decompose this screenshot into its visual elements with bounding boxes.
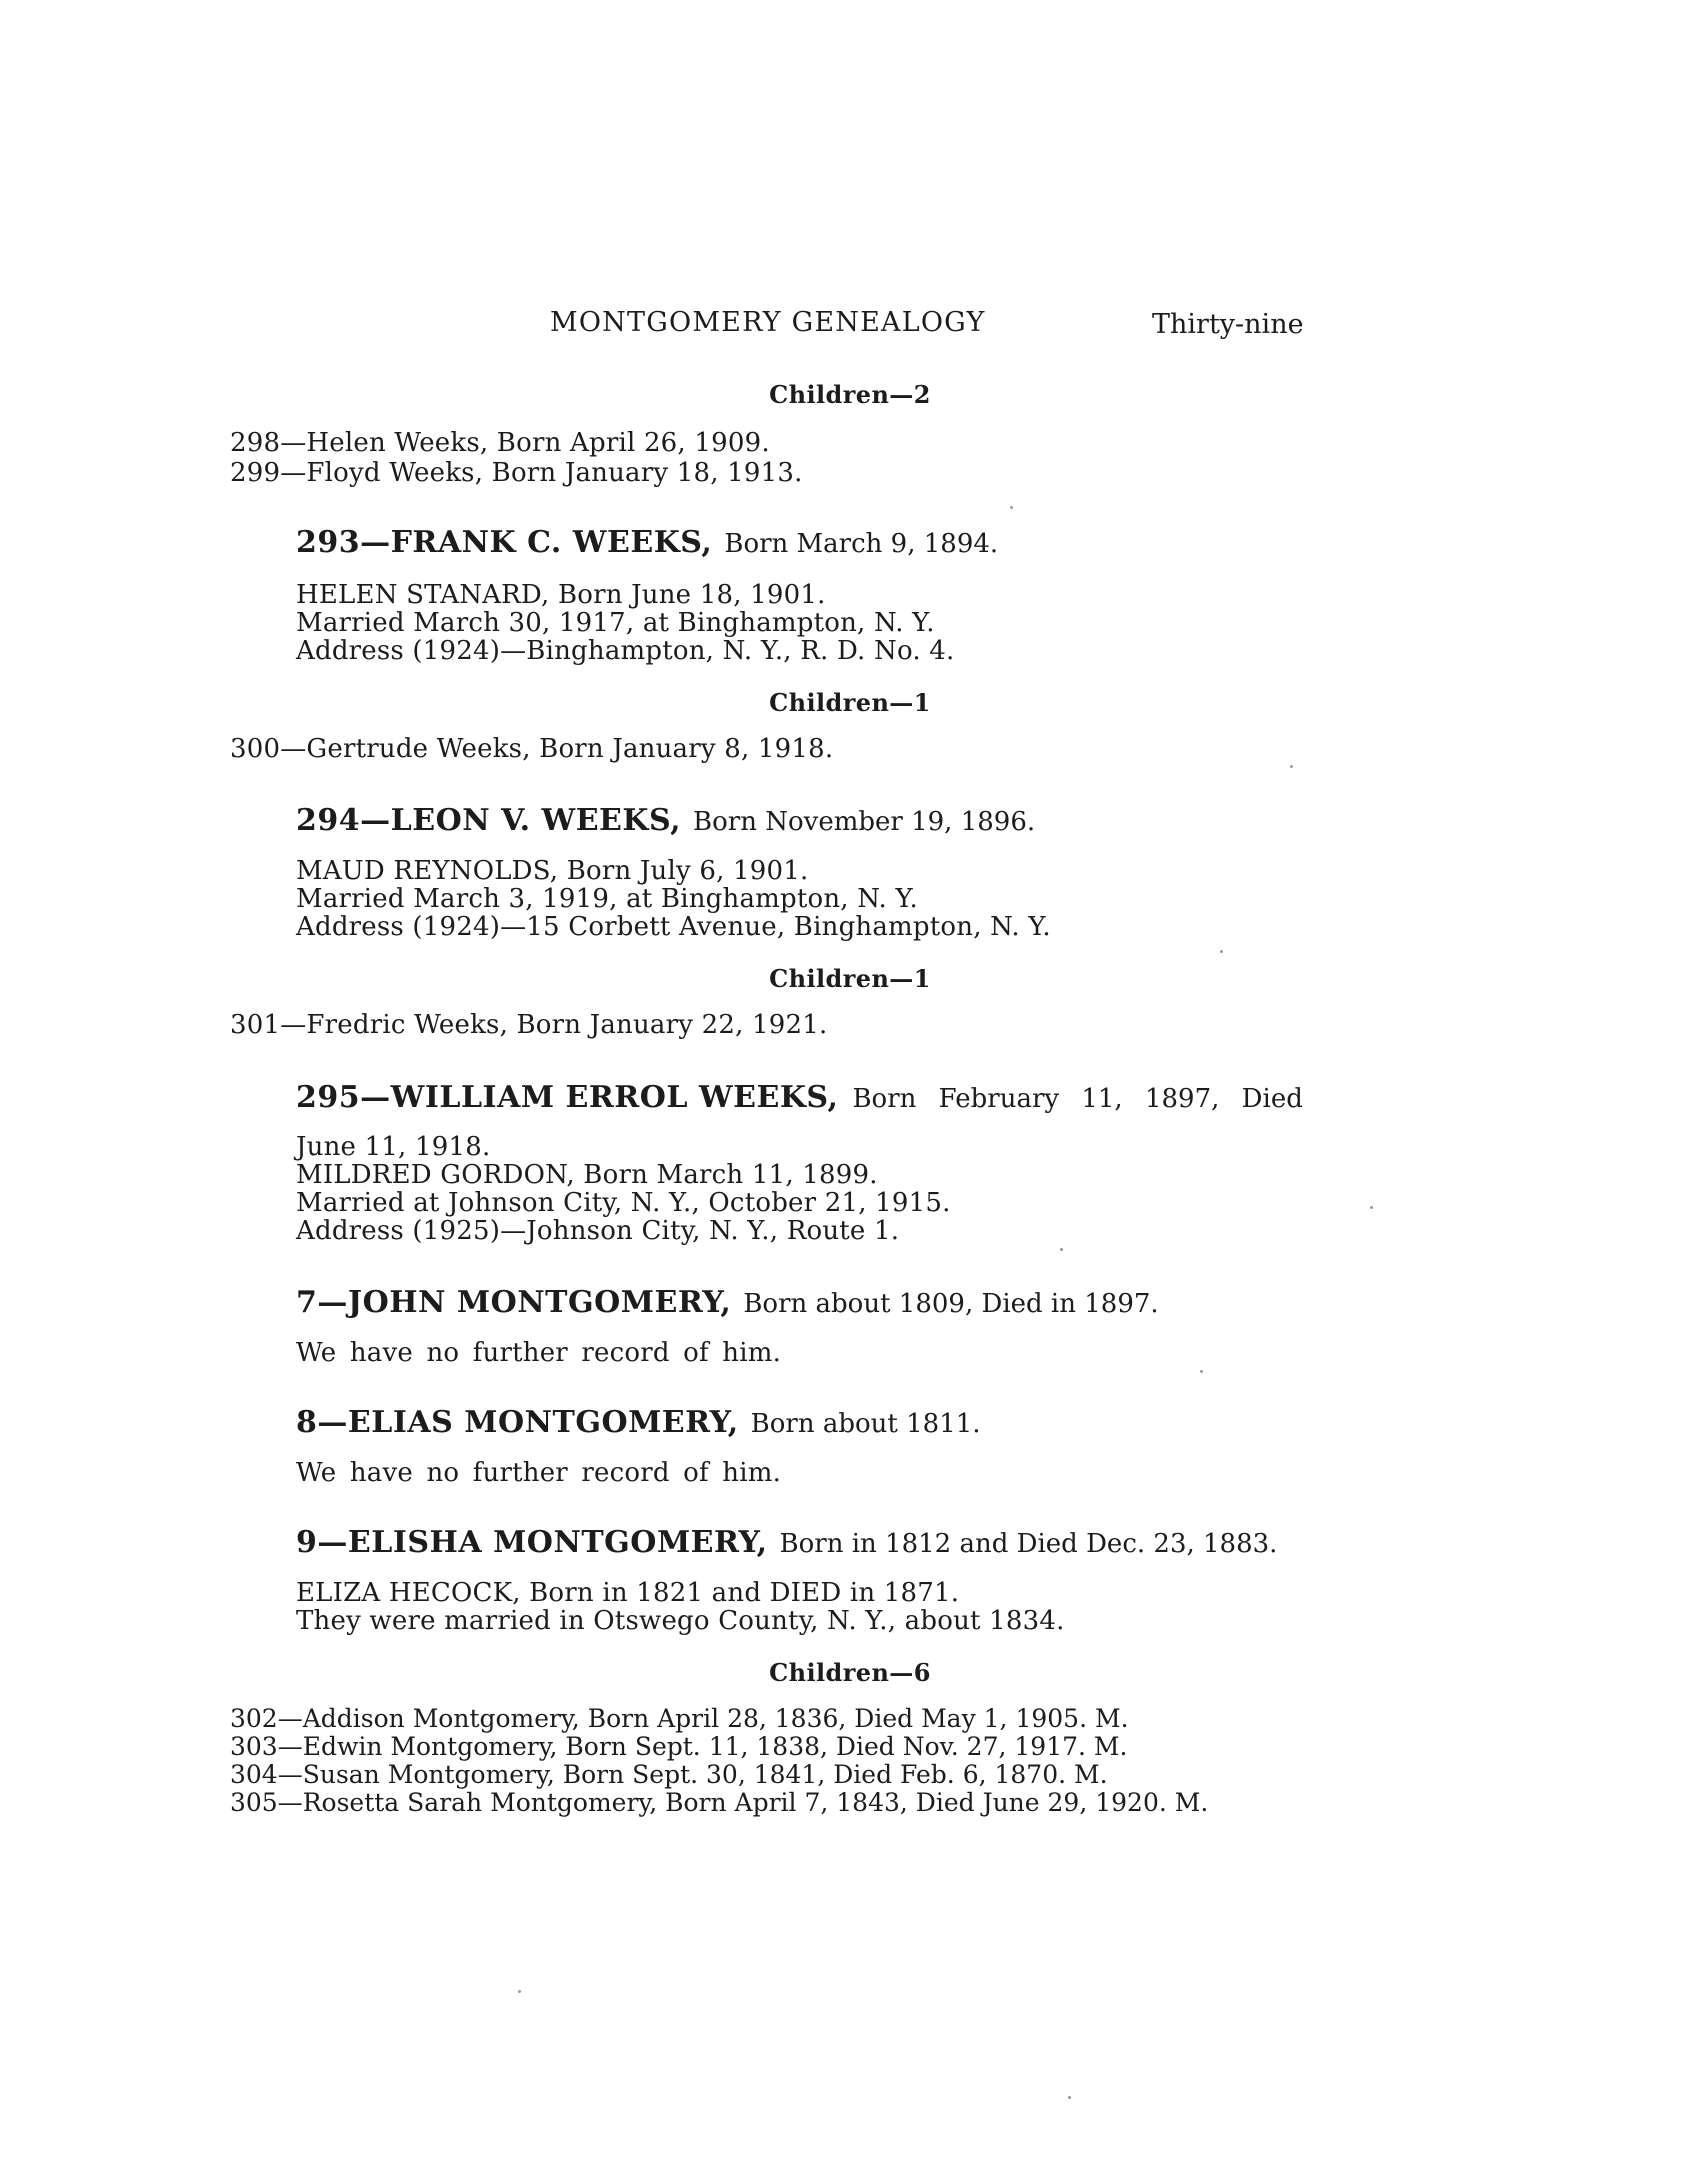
- child-entry: 301—Fredric Weeks, Born January 22, 1921.: [230, 1010, 828, 1040]
- detail-line: Married March 3, 1919, at Binghampton, N. Y.: [296, 884, 918, 914]
- entry-heading: [296, 1405, 981, 1440]
- detail-line: MAUD REYNOLDS, Born July 6, 1901.: [296, 856, 809, 886]
- detail-line: Address (1924)—Binghampton, N. Y., R. D. No. 4.: [296, 636, 955, 666]
- scan-speck: [1220, 950, 1223, 953]
- children-label: Children—1: [769, 964, 931, 993]
- children-label: Children—1: [769, 688, 931, 717]
- heading-name: 8—ELIAS MONTGOMERY,: [296, 1405, 739, 1440]
- running-title: MONTGOMERY GENEALOGY: [550, 307, 986, 338]
- entry-heading: [296, 525, 998, 560]
- child-entry: 298—Helen Weeks, Born April 26, 1909.: [230, 428, 770, 458]
- detail-line: Married March 30, 1917, at Binghampton, N. Y.: [296, 608, 935, 638]
- detail-line: They were married in Otswego County, N. Y., about 1834.: [296, 1606, 1065, 1636]
- heading-name: 9—ELISHA MONTGOMERY,: [296, 1525, 768, 1560]
- scan-speck: [1068, 2096, 1071, 2099]
- heading-name: 294—LEON V. WEEKS,: [296, 803, 682, 838]
- entry-heading: [296, 1525, 1277, 1560]
- detail-line: MILDRED GORDON, Born March 11, 1899.: [296, 1160, 878, 1190]
- children-label: Children—6: [769, 1658, 931, 1687]
- scan-speck: [1370, 1206, 1373, 1209]
- children-label: Children—2: [769, 380, 931, 409]
- heading-dates: Born March 9, 1894.: [724, 529, 999, 559]
- scan-speck: [518, 1990, 521, 1993]
- entry-heading: [296, 803, 1035, 838]
- detail-line: Address (1925)—Johnson City, N. Y., Route 1.: [296, 1216, 900, 1246]
- child-entry: 303—Edwin Montgomery, Born Sept. 11, 1838, Died Nov. 27, 1917. M.: [230, 1732, 1128, 1761]
- detail-line: Married at Johnson City, N. Y., October 21, 1915.: [296, 1188, 951, 1218]
- heading-name: 293—FRANK C. WEEKS,: [296, 525, 713, 560]
- entry-heading: [296, 1080, 1306, 1115]
- detail-line: Address (1924)—15 Corbett Avenue, Binghampton, N. Y.: [296, 912, 1051, 942]
- note-line: We have no further record of him.: [296, 1338, 782, 1368]
- heading-dates: Born in 1812 and Died Dec. 23, 1883.: [779, 1529, 1278, 1559]
- detail-line: HELEN STANARD, Born June 18, 1901.: [296, 580, 826, 610]
- child-entry: 305—Rosetta Sarah Montgomery, Born April 7, 1843, Died June 29, 1920. M.: [230, 1788, 1209, 1817]
- page-number: Thirty-nine: [1152, 309, 1304, 340]
- scan-speck: [1010, 506, 1013, 509]
- child-entry: 299—Floyd Weeks, Born January 18, 1913.: [230, 458, 803, 488]
- detail-line: ELIZA HECOCK, Born in 1821 and DIED in 1871.: [296, 1578, 960, 1608]
- scan-speck: [1200, 1370, 1203, 1373]
- heading-name: 7—JOHN MONTGOMERY,: [296, 1285, 732, 1320]
- detail-line: June 11, 1918.: [296, 1132, 491, 1162]
- heading-name: 295—WILLIAM ERROL WEEKS,: [296, 1080, 839, 1115]
- child-entry: 302—Addison Montgomery, Born April 28, 1836, Died May 1, 1905. M.: [230, 1704, 1129, 1733]
- note-line: We have no further record of him.: [296, 1458, 782, 1488]
- child-entry: 304—Susan Montgomery, Born Sept. 30, 1841, Died Feb. 6, 1870. M.: [230, 1760, 1108, 1789]
- heading-dates: Born about 1809, Died in 1897.: [743, 1289, 1159, 1319]
- heading-dates: Born November 19, 1896.: [693, 807, 1036, 837]
- entry-heading: [296, 1285, 1159, 1320]
- child-entry: 300—Gertrude Weeks, Born January 8, 1918.: [230, 734, 834, 764]
- heading-dates: Born February 11, 1897, Died: [852, 1084, 1303, 1114]
- scan-speck: [1060, 1248, 1063, 1251]
- scan-speck: [1290, 765, 1293, 768]
- heading-dates: Born about 1811.: [750, 1409, 981, 1439]
